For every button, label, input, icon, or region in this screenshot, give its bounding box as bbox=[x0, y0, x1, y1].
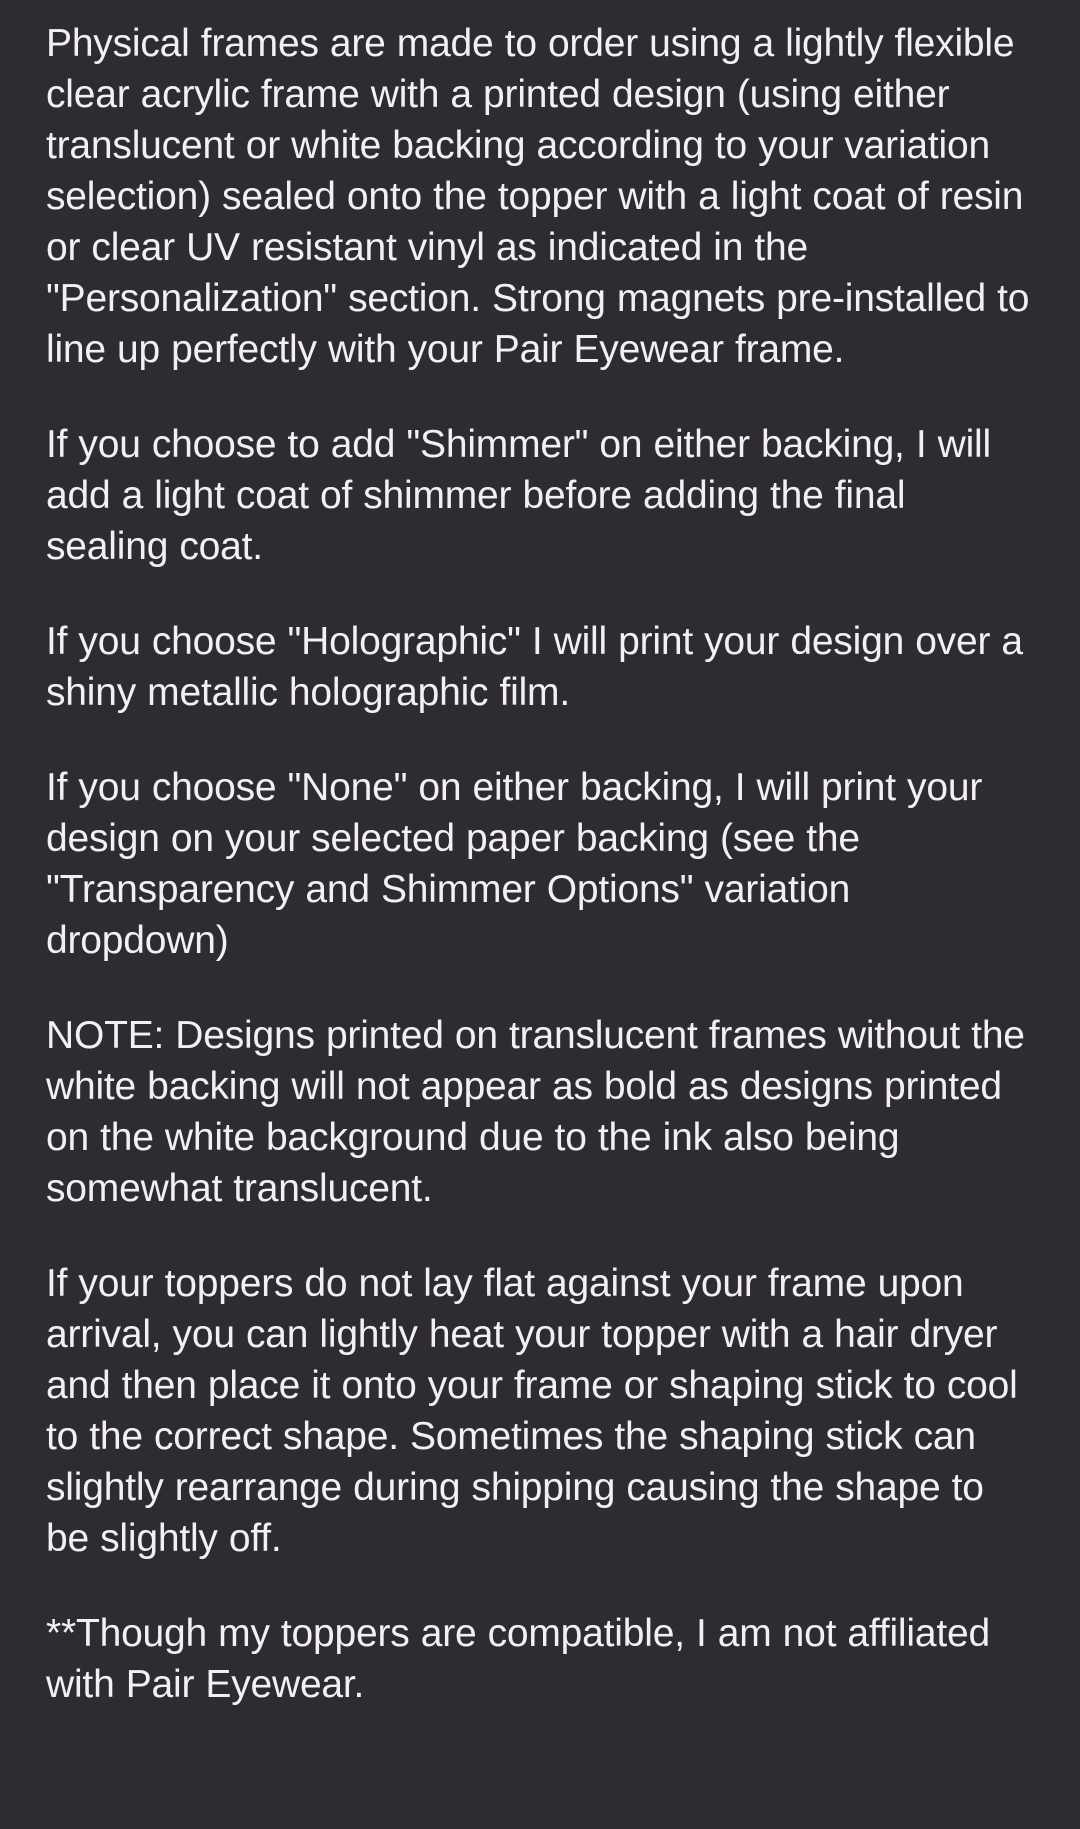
description-paragraph: **Though my toppers are compatible, I am not affiliated with Pair Eyewear. bbox=[46, 1612, 990, 1706]
description-paragraph: NOTE: Designs printed on translucent frames without the white backing will not appear as bold as designs printed on the white background due to the ink also being somewhat translucent. bbox=[46, 1014, 1025, 1210]
description-paragraph: If you choose "None" on either backing, I will print your design on your selected paper backing (see the "Transparency and Shimmer Options" variation dropdown) bbox=[46, 766, 983, 962]
description-paragraph: Physical frames are made to order using a lightly flexible clear acrylic frame with a printed design (using either translucent or white backing according to your variation selection) sealed onto the topper with a light coat of resin or clear UV resistant vinyl as indicated in the "Personalization" section. Strong magnets pre-installed to line up perfectly with your Pair Eyewear frame. bbox=[46, 22, 1030, 371]
description-paragraph: If you choose to add "Shimmer" on either backing, I will add a light coat of shimmer before adding the final sealing coat. bbox=[46, 423, 991, 568]
description-paragraph: If you choose "Holographic" I will print your design over a shiny metallic holographic film. bbox=[46, 620, 1023, 714]
description-paragraph: If your toppers do not lay flat against your frame upon arrival, you can lightly heat your topper with a hair dryer and then place it onto your frame or shaping stick to cool to the correct shape. Sometimes the shaping stick can slightly rearrange during shipping causing the shape to be slightly off. bbox=[46, 1262, 1018, 1560]
description-body bbox=[46, 18, 1032, 1710]
